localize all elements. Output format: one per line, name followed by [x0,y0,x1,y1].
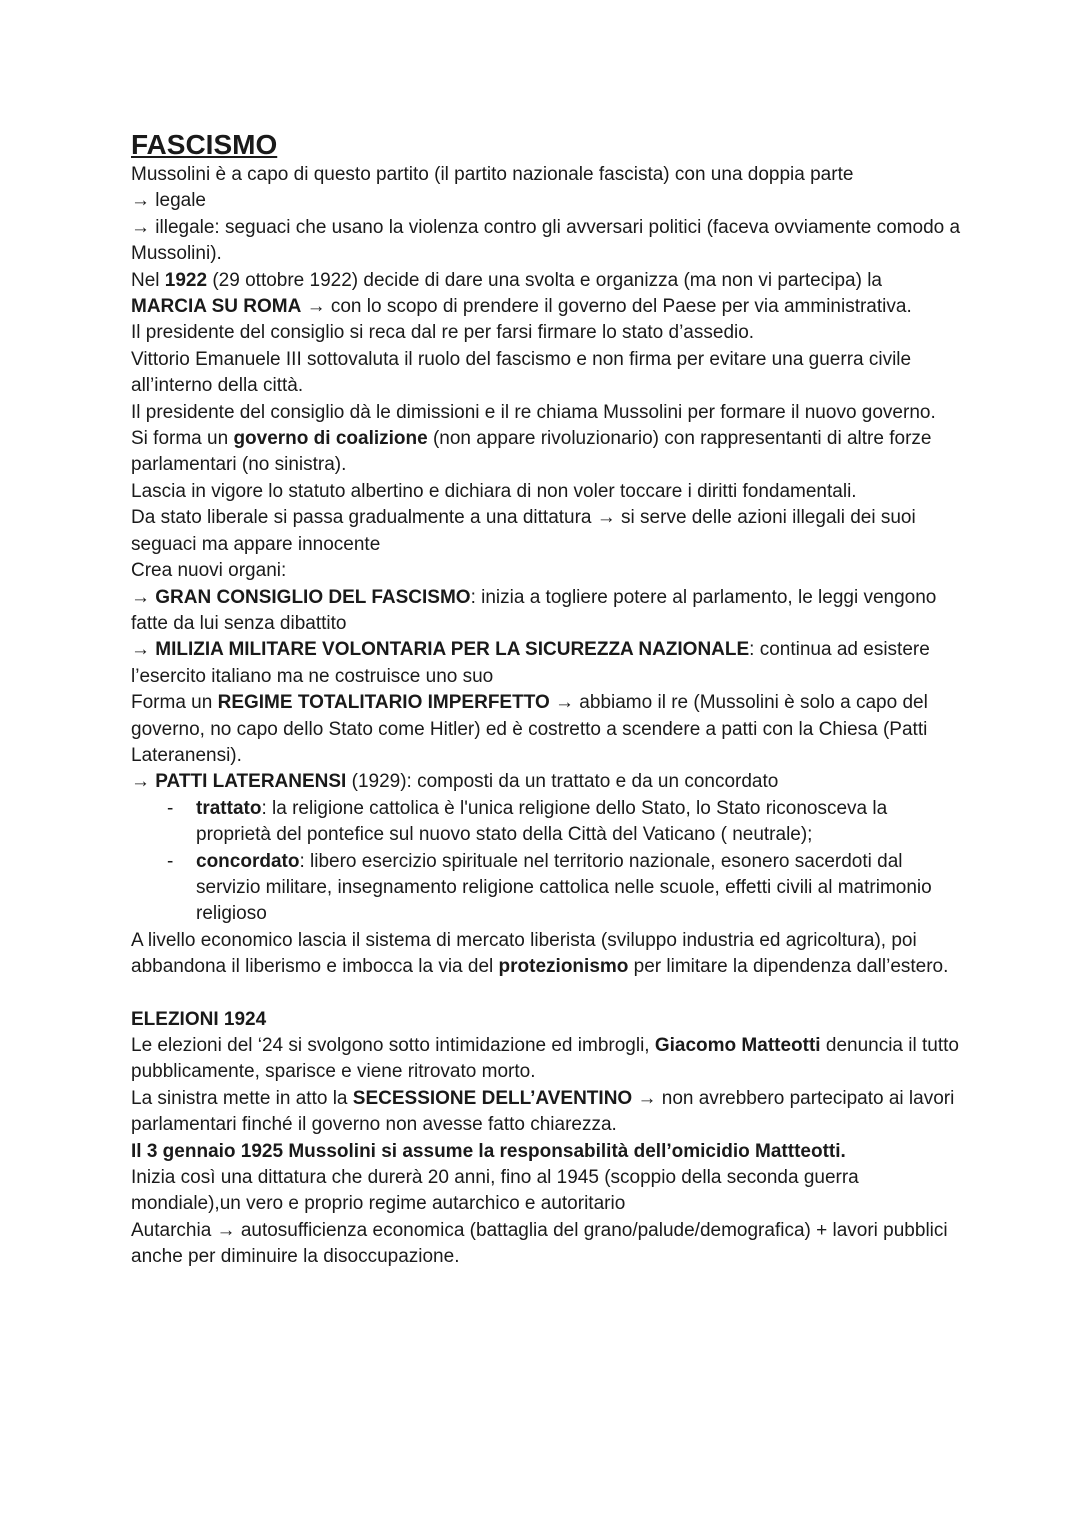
autarchia-paragraph: Autarchia → autosufficienza economica (battaglia del grano/palude/demografica) + lavori pubblici anche per diminuire la disoccupazione. [131,1219,948,1268]
vittorio-paragraph: Vittorio Emanuele III sottovaluta il ruolo del fascismo e non firma per evitare una guerra civile all’interno della città. [131,348,912,397]
regime-paragraph: Forma un REGIME TOTALITARIO IMPERFETTO → abbiamo il re (Mussolini è solo a capo del governo, no capo dello Stato come Hitler) ed è costretto a scendere a patti con la Chiesa (Patti Lateranensi). [131,692,928,766]
list-item: - trattato: la religione cattolica è l'unica religione dello Stato, lo Stato riconosceva la proprietà del pontefice sul nuovo stato della Città del Vaticano ( neutrale); [167,797,888,846]
list-item: - concordato: libero esercizio spirituale nel territorio nazionale, esonero sacerdoti dal servizio militare, insegnamento religione cattolica nelle scuole, effetti civili al matrimonio religioso [167,850,932,925]
legal-line: → legale [131,190,206,212]
coalition-term: governo di coalizione [233,428,428,450]
dittatura-20-anni-paragraph: Inizia così una dittatura che durerà 20 anni, fino al 1945 (scoppio della seconda guerra mondiale),un vero e proprio regime autarchico e autoritario [131,1167,859,1215]
statuto-paragraph: Lascia in vigore lo statuto albertino e dichiara di non voler toccare i diritti fondamentali. [131,480,857,502]
dimissioni-paragraph: Il presidente del consiglio dà le dimissioni e il re chiama Mussolini per formare il nuovo governo. [131,401,936,423]
matteotti-term: Giacomo Matteotti [654,1035,821,1056]
patti-paragraph: → PATTI LATERANENSI (1929): composti da un trattato e da un concordato [131,771,779,793]
economy-term: protezionismo [498,956,629,978]
patti-term: PATTI LATERANENSI [155,771,347,793]
march-term: MARCIA SU ROMA [131,296,302,318]
coalition-paragraph: Si forma un governo di coalizione (non appare rivoluzionario) con rappresentanti di altre forze parlamentari (no sinistra). [131,428,932,476]
patti-bullet-list [131,796,961,928]
aventino-term: SECESSIONE DELL’AVENTINO [352,1087,633,1109]
page-title: FASCISMO [131,129,278,160]
document-page [131,128,961,1271]
intro-paragraph: Mussolini è a capo di questo partito (il partito nazionale fascista) con una doppia parte [131,164,854,185]
aventino-paragraph: La sinistra mette in atto la SECESSIONE DELL’AVENTINO → non avrebbero partecipato ai lavori parlamentari finché il governo non avesse fatto chiarezza. [131,1087,955,1136]
milizia-paragraph: → MILIZIA MILITARE VOLONTARIA PER LA SICUREZZA NAZIONALE: continua ad esistere l’esercito italiano ma ne costruisce uno suo [131,639,930,687]
march-paragraph: Nel 1922 (29 ottobre 1922) decide di dare una svolta e organizza (ma non vi partecipa) la MARCIA SU ROMA → con lo scopo di prendere il governo del Paese per via amministrativa. [131,269,912,318]
matteotti-paragraph: Le elezioni del ‘24 si svolgono sotto intimidazione ed imbrogli, Giacomo Matteotti denuncia il tutto pubblicamente, sparisce e viene ritrovato morto. [131,1035,959,1083]
illegal-line: → illegale: seguaci che usano la violenza contro gli avversari politici (faceva ovviamente comodo a Mussolini). [131,216,961,265]
gran-consiglio-paragraph: → GRAN CONSIGLIO DEL FASCISMO: inizia a togliere potere al parlamento, le leggi vengono fatte da lui senza dibattito [131,586,937,634]
dittatura-paragraph: Da stato liberale si passa gradualmente a una dittatura → si serve delle azioni illegali dei suoi seguaci ma appare innocente [131,507,916,555]
gennaio-paragraph: Il 3 gennaio 1925 Mussolini si assume la responsabilità dell’omicidio Mattteotti. [131,1140,846,1162]
economy-paragraph: A livello economico lascia il sistema di mercato liberista (sviluppo industria ed agricoltura), poi abbandona il liberismo e imbocca la via del protezionismo per limitare la dipendenza dall’estero. [131,929,949,978]
section-spacer [131,981,961,1007]
bullet-term: trattato [196,797,262,819]
gran-consiglio-term: GRAN CONSIGLIO DEL FASCISMO [155,586,471,608]
assedio-paragraph: Il presidente del consiglio si reca dal re per farsi firmare lo stato d’assedio. [131,322,755,344]
regime-term: REGIME TOTALITARIO IMPERFETTO [217,692,550,714]
bullet-term: concordato [196,850,300,872]
milizia-term: MILIZIA MILITARE VOLONTARIA PER LA SICUREZZA NAZIONALE [155,639,750,661]
organi-paragraph: Crea nuovi organi: [131,560,287,582]
section-title: ELEZIONI 1924 [131,1008,267,1030]
march-year: 1922 [164,269,208,291]
